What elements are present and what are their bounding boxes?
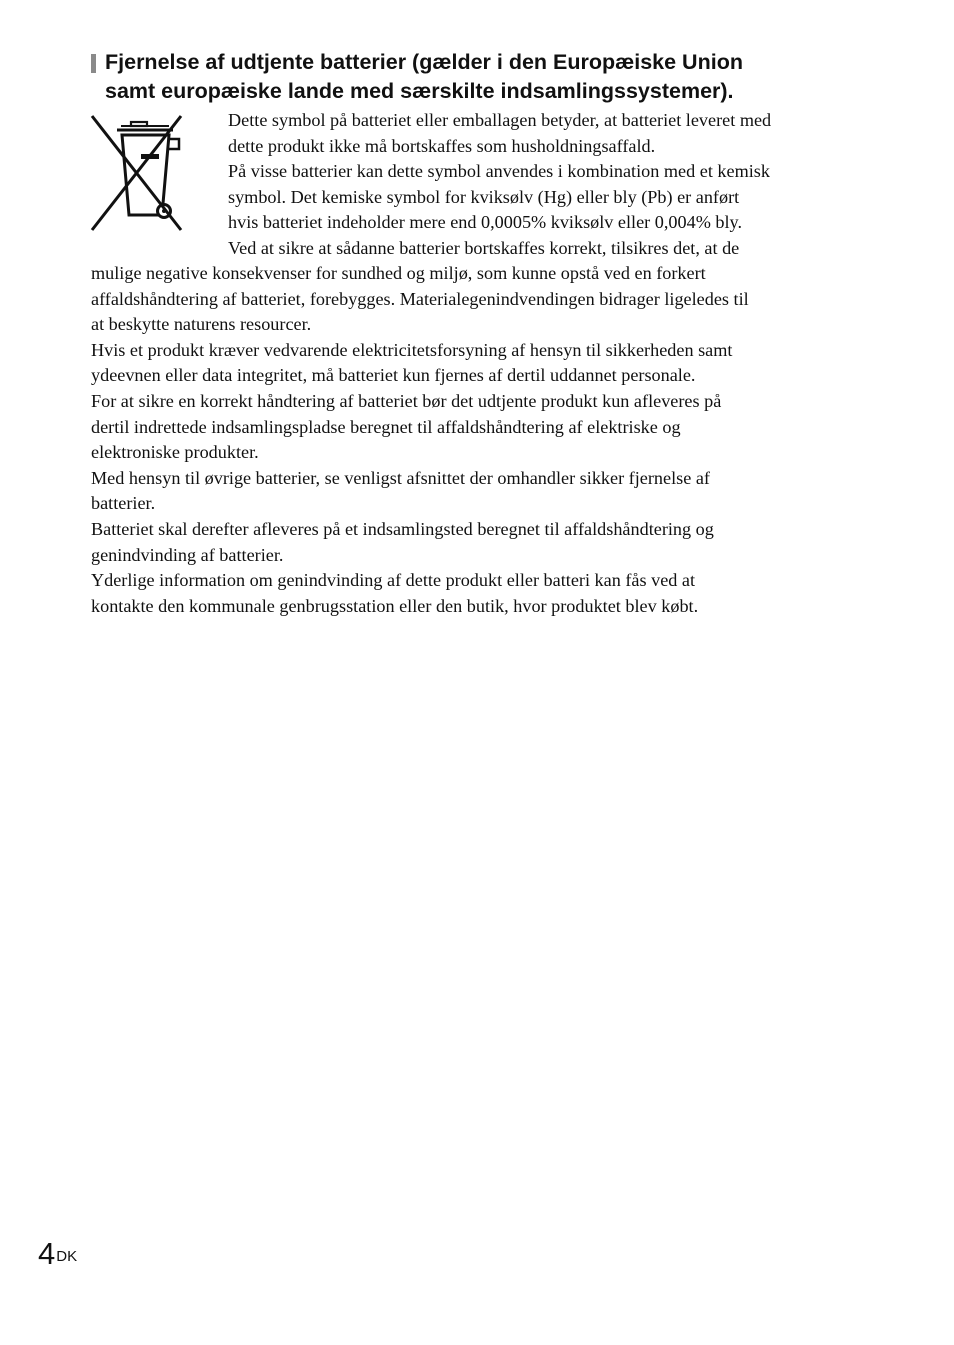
body-line: at beskytte naturens resourcer.: [91, 314, 312, 335]
intro-line: På visse batterier kan dette symbol anvendes i kombination med et kemisk: [228, 161, 770, 182]
body-line: kontakte den kommunale genbrugsstation eller den butik, hvor produktet blev købt.: [91, 595, 699, 616]
heading-marker-bar: [91, 54, 96, 73]
body-line: Med hensyn til øvrige batterier, se venligst afsnittet der omhandler sikker fjernelse af: [91, 467, 710, 488]
body-line: ydeevnen eller data integritet, må batteriet kun fjernes af dertil uddannet personale.: [91, 365, 696, 386]
body-line: dertil indrettede indsamlingspladse beregnet til affaldshåndtering af elektriske og: [91, 416, 681, 437]
body-line: Batteriet skal derefter afleveres på et indsamlingsted beregnet til affaldshåndtering og: [91, 518, 714, 539]
body-line: batterier.: [91, 493, 156, 514]
intro-line: hvis batteriet indeholder mere end 0,0005% kviksølv eller 0,004% bly.: [228, 212, 743, 233]
intro-line: Dette symbol på batteriet eller emballagen betyder, at batteriet leveret med: [228, 110, 772, 130]
body-line: For at sikre en korrekt håndtering af batteriet bør det udtjente produkt kun afleveres på: [91, 390, 722, 411]
section-heading: [105, 48, 865, 106]
page-language-suffix: DK: [56, 1248, 78, 1265]
heading-line-1: Fjernelse af udtjente batterier (gælder i den Europæiske Union: [105, 50, 743, 74]
intro-line: dette produkt ikke må bortskaffes som husholdningsaffald.: [228, 135, 656, 156]
intro-paragraph: [228, 108, 848, 262]
body-line: mulige negative konsekvenser for sundhed og miljø, som kunne opstå ved en forkert: [91, 263, 706, 283]
body-line: Yderlige information om genindvinding af dette produkt eller batteri kan fås ved at: [91, 570, 696, 591]
page-number: [38, 1236, 77, 1272]
intro-line: Ved at sikre at sådanne batterier bortskaffes korrekt, tilsikres det, at de: [228, 237, 740, 258]
body-line: elektroniske produkter.: [91, 442, 259, 463]
heading-line-2: samt europæiske lande med særskilte indsamlingssystemer).: [105, 79, 734, 103]
page-number-value: 4: [38, 1236, 56, 1271]
body-line: genindvinding af batterier.: [91, 544, 284, 565]
intro-line: symbol. Det kemiske symbol for kviksølv (Hg) eller bly (Pb) er anført: [228, 186, 740, 207]
body-line: affaldshåndtering af batteriet, forebygges. Materialegenindvendingen bidrager ligeledes til: [91, 288, 749, 309]
crossed-out-wheelie-bin-icon: [89, 112, 184, 234]
body-text: [91, 261, 851, 619]
body-line: Hvis et produkt kræver vedvarende elektricitetsforsyning af hensyn til sikkerheden samt: [91, 339, 733, 360]
